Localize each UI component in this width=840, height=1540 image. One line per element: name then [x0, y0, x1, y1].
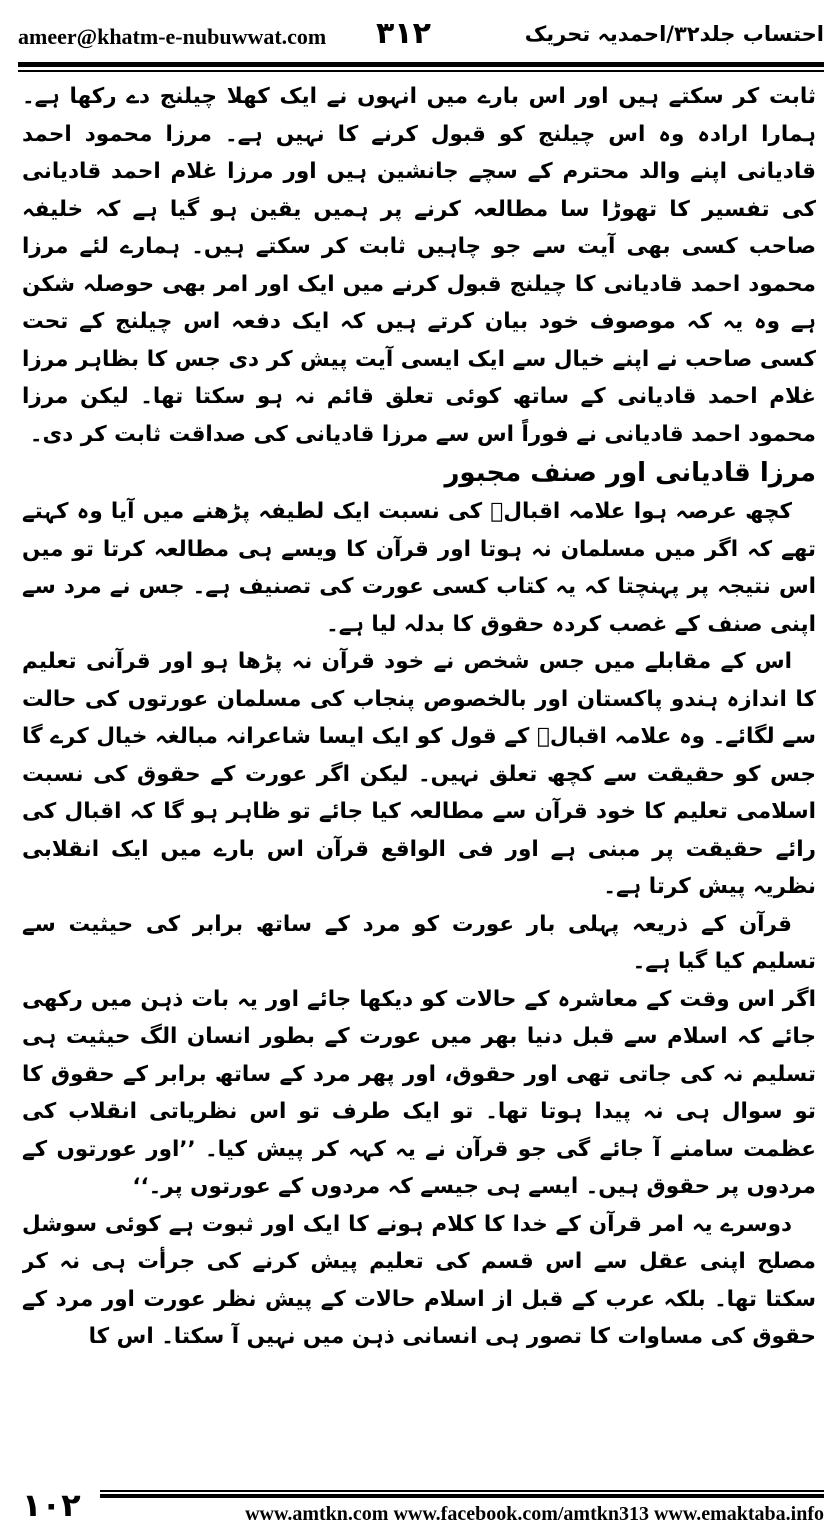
footer-page-number: ۱۰۲: [22, 1486, 81, 1524]
header-rule-thick: [18, 62, 824, 67]
section-heading: مرزا قادیانی اور صنف مجبور: [444, 458, 816, 488]
header-rule-thin: [18, 70, 824, 72]
page-footer: [18, 1486, 824, 1534]
paragraph-3: اس کے مقابلے میں جس شخص نے خود قرآن نہ پڑھا ہو اور قرآنی تعلیم کا اندازہ ہندو پاکستان اور بالخصوص پنجاب کی مسلمان عورتوں کی حالت سے لگائے۔ وہ علامہ اقبالؒ کے قول کو ایک ایسا شاعرانہ مبالغہ خیال کرے گا جس کو حقیقت سے کچھ تعلق نہیں۔ لیکن اگر عورت کے حقوق کی نسبت اسلامی تعلیم کا خود قرآن سے مطالعہ کیا جائے تو ظاہر ہو گا کہ اقبال کی رائے حقیقت پر مبنی ہے اور فی الواقع قرآن اس بارے میں ایک انقلابی نظریہ پیش کرتا ہے۔: [22, 649, 816, 899]
paragraph-6: دوسرے یہ امر قرآن کے خدا کا کلام ہونے کا ایک اور ثبوت ہے کوئی سوشل مصلح اپنی عقل سے اس قسم کی تعلیم پیش کرنے کی جرأت ہی نہ کر سکتا تھا۔ بلکہ عرب کے قبل از اسلام حالات کے پیش نظر عورت اور مرد کے حقوق کی مساوات کا تصور ہی انسانی ذہن میں نہیں آ سکتا۔ اس کا: [22, 1211, 816, 1349]
footer-rule-thin: [100, 1490, 824, 1492]
header-title: احتساب جلد۳۲/احمدیہ تحریک: [524, 22, 824, 46]
footer-links: www.amtkn.com www.facebook.com/amtkn313 www.emaktaba.info: [245, 1503, 824, 1525]
paragraph-2: کچھ عرصہ ہوا علامہ اقبالؒ کی نسبت ایک لطیفہ پڑھنے میں آیا وہ کہتے تھے کہ اگر میں مسلمان نہ ہوتا اور قرآن کا ویسے ہی مطالعہ کرتا تو میں اس نتیجہ پر پہنچتا کہ یہ کتاب کسی عورت کی تصنیف ہے۔ جس نے مرد سے اپنی صنف کے غصب کردہ حقوق کا بدلہ لیا ہے۔: [22, 499, 816, 637]
footer-rule-thick: [100, 1494, 824, 1498]
header-page-number: ۳۱۲: [376, 16, 431, 51]
paragraph-4: قرآن کے ذریعہ پہلی بار عورت کو مرد کے ساتھ برابر کی حیثیت سے تسلیم کیا گیا ہے۔: [22, 911, 816, 974]
header-email: ameer@khatm-e-nubuwwat.com: [18, 24, 327, 49]
page-header: [18, 18, 824, 60]
paragraph-1: ثابت کر سکتے ہیں اور اس بارے میں انہوں نے ایک کھلا چیلنج دے رکھا ہے۔ ہمارا ارادہ وہ اس چیلنج کو قبول کرنے کا نہیں ہے۔ مرزا محمود احمد قادیانی اپنے والد محترم کے سچے جانشین ہیں اور مرزا غلام احمد قادیانی کی تفسیر کا تھوڑا سا مطالعہ کرنے پر ہمیں یقین ہو گیا ہے کہ خلیفہ صاحب کسی بھی آیت سے جو چاہیں ثابت کر سکتے ہیں۔ ہمارے لئے مرزا محمود احمد قادیانی کا چیلنج قبول کرنے میں ایک اور امر بھی حوصلہ شکن ہے وہ یہ کہ موصوف خود بیان کرتے ہیں کہ ایک دفعہ اس چیلنج کے تحت کسی صاحب نے اپنے خیال سے ایک ایسی آیت پیش کر دی جس کا بظاہر مرزا غلام احمد قادیانی کے ساتھ کوئی تعلق قائم نہ ہو سکتا تھا۔ لیکن مرزا محمود احمد قادیانی نے فوراً اس سے مرزا قادیانی کی صداقت ثابت کر دی۔: [22, 84, 816, 447]
page-body: [22, 78, 816, 1462]
paragraph-5: اگر اس وقت کے معاشرہ کے حالات کو دیکھا جائے اور یہ بات ذہن میں رکھی جائے کہ اسلام سے قبل دنیا بھر میں عورت کے بطور انسان الگ حیثیت ہی تسلیم نہ کی جاتی تھی اور حقوق، اور پھر مرد کے ساتھ برابر کے حقوق کا تو سوال ہی نہ پیدا ہوتا تھا۔ تو ایک طرف تو اس نظریاتی انقلاب کی عظمت سامنے آ جائے گی جو قرآن نے یہ کہہ کر پیش کیا۔ ’’اور عورتوں کے مردوں پر حقوق ہیں۔ ایسے ہی جیسے کہ مردوں کے عورتوں پر۔‘‘: [22, 986, 816, 1199]
